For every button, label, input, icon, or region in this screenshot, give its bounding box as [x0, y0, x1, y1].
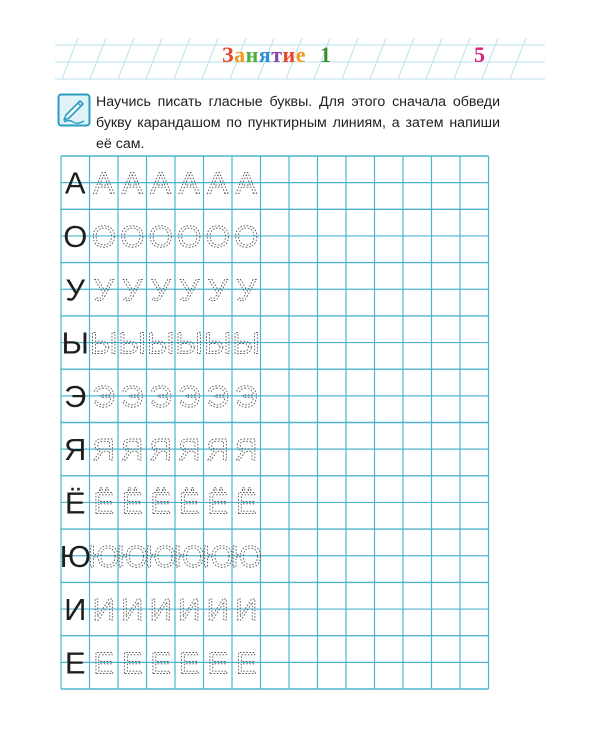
- trace-letter: О: [205, 218, 230, 254]
- trace-letter: А: [235, 165, 257, 201]
- trace-letter: Я: [149, 432, 172, 468]
- page-number: 5: [474, 42, 485, 67]
- header-slant-line: [342, 38, 358, 79]
- model-letter: И: [64, 592, 87, 628]
- trace-letter: Ё: [235, 485, 257, 521]
- lesson-title-letter: и: [282, 42, 296, 67]
- lesson-title-letter: е: [295, 42, 306, 67]
- header-slant-line: [118, 38, 134, 79]
- trace-letter: Ы: [175, 325, 203, 361]
- trace-letter: Е: [235, 645, 257, 681]
- trace-letter: А: [121, 165, 143, 201]
- trace-letter: Э: [92, 378, 115, 414]
- model-letter: Ю: [60, 538, 91, 574]
- trace-letter: Э: [235, 378, 258, 414]
- trace-letter: У: [122, 272, 143, 308]
- model-letter: Э: [64, 378, 87, 414]
- model-letter: О: [63, 218, 88, 254]
- trace-letter: А: [150, 165, 172, 201]
- trace-letter: Я: [235, 432, 258, 468]
- model-letter: Ы: [61, 325, 89, 361]
- trace-letter: А: [93, 165, 115, 201]
- trace-letter: У: [207, 272, 228, 308]
- trace-letter: У: [236, 272, 257, 308]
- model-letter: А: [64, 165, 86, 201]
- trace-letter: О: [91, 218, 116, 254]
- header-slant-line: [370, 38, 386, 79]
- trace-letter: Ю: [173, 538, 205, 574]
- model-letter: Е: [64, 645, 86, 681]
- trace-letter: Ё: [150, 485, 172, 521]
- trace-letter: И: [178, 592, 201, 628]
- trace-letter: Э: [121, 378, 144, 414]
- trace-letter: Ё: [178, 485, 200, 521]
- trace-letter: Ю: [116, 538, 148, 574]
- trace-letter: Ы: [118, 325, 146, 361]
- trace-letter: Ё: [207, 485, 229, 521]
- lesson-title-letter: а: [234, 42, 246, 67]
- trace-letter: У: [179, 272, 200, 308]
- trace-letter: Я: [206, 432, 229, 468]
- instruction-text: Научись писать гласные буквы. Для этого сначала обведи букву карандашом по пунктирным линиям, а затем напиши её сам.: [96, 94, 500, 152]
- trace-letter: Ю: [202, 538, 234, 574]
- trace-letter: Ё: [93, 485, 115, 521]
- lesson-title-letter: н: [245, 42, 259, 67]
- lesson-title: [222, 42, 306, 68]
- header-slant-line: [202, 38, 218, 79]
- trace-letter: Е: [178, 645, 200, 681]
- header-slant-line: [62, 38, 78, 79]
- trace-letter: Ы: [232, 325, 260, 361]
- trace-letter: О: [234, 218, 259, 254]
- trace-letter: Ы: [90, 325, 118, 361]
- trace-letter: А: [207, 165, 229, 201]
- header-slant-line: [90, 38, 106, 79]
- trace-letter: И: [149, 592, 172, 628]
- trace-letter: Е: [207, 645, 229, 681]
- trace-letter: Ю: [88, 538, 120, 574]
- trace-letter: И: [206, 592, 229, 628]
- trace-letter: А: [178, 165, 200, 201]
- model-letter: У: [65, 272, 86, 308]
- trace-letter: Э: [149, 378, 172, 414]
- header-slant-line: [454, 38, 470, 79]
- trace-letter: И: [235, 592, 258, 628]
- trace-letter: Э: [178, 378, 201, 414]
- trace-letter: Я: [178, 432, 201, 468]
- trace-letter: Э: [206, 378, 229, 414]
- trace-letter: Ы: [204, 325, 232, 361]
- trace-letter: О: [148, 218, 173, 254]
- header-slant-line: [510, 38, 526, 79]
- trace-letter: Е: [150, 645, 172, 681]
- trace-letter: Е: [93, 645, 115, 681]
- trace-letter: У: [150, 272, 171, 308]
- lesson-title-letter: т: [271, 42, 283, 67]
- header-slant-line: [146, 38, 162, 79]
- trace-letter: Я: [92, 432, 115, 468]
- header-slant-line: [426, 38, 442, 79]
- trace-letter: О: [177, 218, 202, 254]
- trace-letter: Ё: [121, 485, 143, 521]
- model-letter: Ё: [64, 485, 86, 521]
- model-letter: Я: [64, 432, 87, 468]
- trace-letter: Е: [121, 645, 143, 681]
- trace-letter: О: [120, 218, 145, 254]
- lesson-title-letter: я: [258, 42, 272, 67]
- trace-letter: Ю: [230, 538, 262, 574]
- pencil-write-icon: [57, 93, 91, 127]
- trace-letter: Я: [121, 432, 144, 468]
- trace-letter: У: [93, 272, 114, 308]
- lesson-title-letter: З: [222, 42, 235, 67]
- lesson-number: 1: [320, 42, 331, 67]
- trace-letter: И: [121, 592, 144, 628]
- writing-worksheet-grid: [60, 155, 490, 693]
- header-slant-line: [398, 38, 414, 79]
- trace-letter: Ю: [145, 538, 177, 574]
- trace-letter: И: [92, 592, 115, 628]
- trace-letter: Ы: [147, 325, 175, 361]
- header-slant-line: [174, 38, 190, 79]
